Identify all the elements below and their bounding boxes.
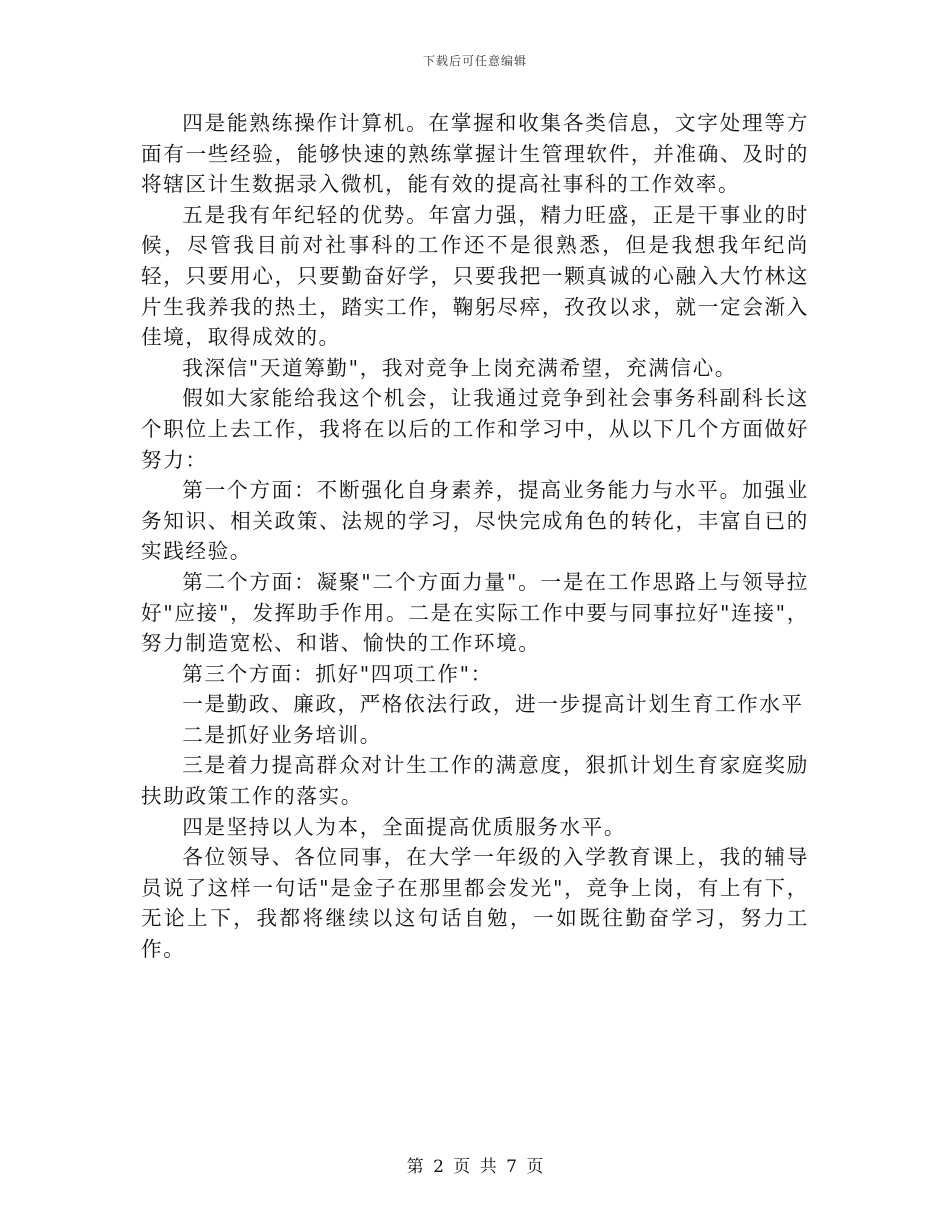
paragraph-5: 第一个方面：不断强化自身素养，提高业务能力与水平。加强业务知识、相关政策、法规的学习，尽快完成角色的转化，丰富自已的实践经验。 (141, 478, 809, 564)
paragraph-4: 假如大家能给我这个机会，让我通过竞争到社会事务科副科长这个职位上去工作，我将在以后的工作和学习中，从以下几个方面做好努力： (141, 386, 809, 472)
paragraph-1: 四是能熟练操作计算机。在掌握和收集各类信息，文字处理等方面有一些经验，能够快速的熟练掌握计生管理软件，并准确、及时的将辖区计生数据录入微机，能有效的提高社事科的工作效率。 (141, 111, 809, 197)
page-header: 下载后可任意编辑 (422, 54, 527, 68)
paragraph-11: 四是坚持以人为本，全面提高优质服务水平。 (182, 814, 627, 839)
paragraph-6: 第二个方面：凝聚"二个方面力量"。一是在工作思路上与领导拉好"应接"，发挥助手作用。二是在实际工作中要与同事拉好"连接"，努力制造宽松、和谐、愉快的工作环境。 (141, 569, 809, 656)
document-body (141, 108, 809, 965)
paragraph-8: 一是勤政、廉政，严格依法行政，进一步提高计划生育工作水平 (182, 692, 804, 717)
paragraph-9: 二是抓好业务培训。 (182, 722, 382, 747)
paragraph-2: 五是我有年纪轻的优势。年富力强，精力旺盛，正是干事业的时候，尽管我目前对社事科的工作还不是很熟悉，但是我想我年纪尚轻，只要用心，只要勤奋好学，只要我把一颗真诚的心融入大竹林这片生我养我的热土，踏实工作，鞠躬尽瘁，孜孜以求，就一定会渐入佳境，取得成效的。 (141, 202, 809, 350)
paragraph-12: 各位领导、各位同事，在大学一年级的入学教育课上，我的辅导员说了这样一句话"是金子在那里都会发光"，竞争上岗，有上有下，无论上下，我都将继续以这句话自勉，一如既往勤奋学习，努力工作。 (141, 845, 809, 962)
page-number-footer: 第 2 页 共 7 页 (406, 1157, 544, 1177)
paragraph-10: 三是着力提高群众对计生工作的满意度，狠抓计划生育家庭奖励扶助政策工作的落实。 (141, 753, 809, 809)
paragraph-7: 第三个方面：抓好"四项工作"： (182, 661, 493, 686)
paragraph-3: 我深信"天道筹勤"，我对竞争上岗充满希望，充满信心。 (182, 355, 737, 380)
